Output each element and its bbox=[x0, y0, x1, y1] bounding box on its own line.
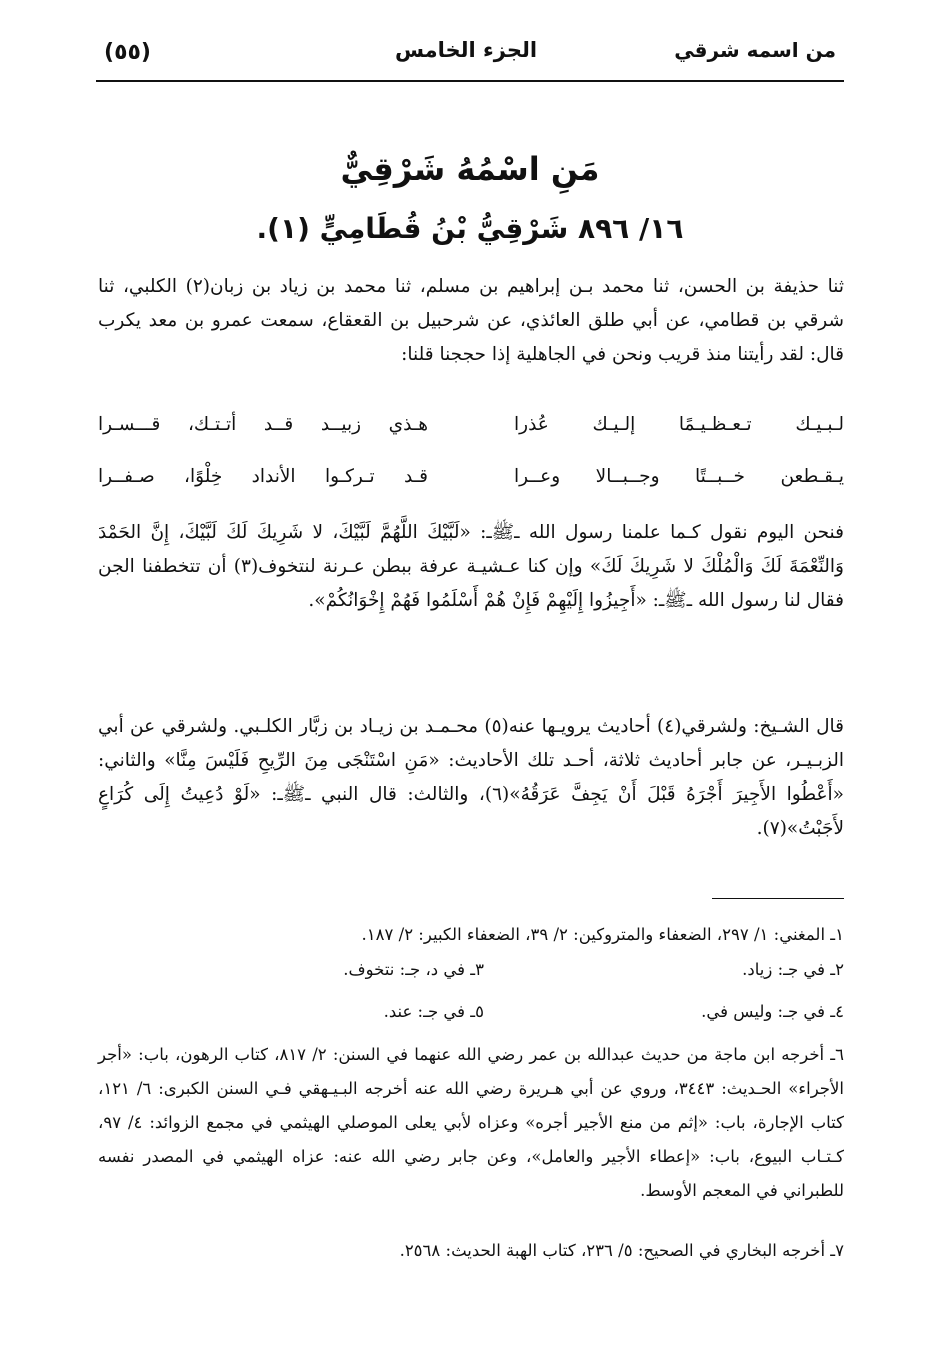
volume-title: الجزء الخامس bbox=[394, 38, 538, 62]
footnote-row bbox=[98, 1002, 844, 1036]
section-title: من اسمه شرقي bbox=[674, 38, 836, 62]
footnote: ١ـ المغني: ١/ ٢٩٧، الضعفاء والمتروكين: ٢/ ٣٩، الضعفاء الكبير: ٢/ ١٨٧. bbox=[361, 925, 844, 944]
chapter-title: مَنِ اسْمُهُ شَرْقِيٌّ bbox=[340, 150, 600, 188]
footnote: ٧ـ أخرجه البخاري في الصحيح: ٥/ ٢٣٦، كتاب الهبة الحديث: ٢٥٦٨. bbox=[399, 1241, 844, 1260]
footnote: ٢ـ في جـ: زياد. bbox=[742, 960, 844, 979]
page-number: (٥٥) bbox=[104, 40, 151, 65]
footnote: ٥ـ في جـ: عند. bbox=[383, 1002, 484, 1021]
verse-hemistich: لـبـيـك تـعـظـيـمًا إلـيـك عُذرا bbox=[514, 414, 844, 435]
verse-line-2 bbox=[98, 466, 844, 500]
verse-hemistich: قـد تـركـوا الأنداد خِلْوًا، صـفــرا bbox=[98, 466, 428, 487]
footnote: ٦ـ أخرجه ابن ماجة من حديث عبدالله بن عمر رضي الله عنهما في السنن: ٢/ ٨١٧، كتاب الرهون، باب: «أجر الأجراء» الحـديث: ٣٤٤٣، وروي عن أبي هـريرة رضي الله عنه أخرجه البـيـهقي فـي السنن الكبرى: ٦/ ١٢١، كتاب الإجارة، باب: «إثم من منع الأجير أجره» وعزاه لأبي يعلى الموصلي الهيثمي في مجمع الزوائد: ٤/ ٩٧، كـتـاب البيوع، باب: «إعطاء الأجير والعامل»، وعن جابر رضي الله عنه: عزاه الهيثمي في المصدر نفسه للطبراني في المعجم الأوسط. bbox=[98, 1045, 845, 1200]
header-rule bbox=[96, 80, 844, 82]
verse-hemistich: هـذي زبيــد قــد أتـتـك، قـــسـرا bbox=[98, 414, 428, 435]
paragraph-shaykh: قال الشـيخ: ولشرقي(٤) أحاديث يرويـها عنه(٥) محـمـد بن زيـاد بن زبَّار الكلـبي. ولشرقي عن أبي الزبـيـر، عن جابر أحاديث ثلاثة، أحـد تلك الأحاديث: «مَنِ اسْتَنْجَى مِنَ الرِّيحِ فَلَيْسَ مِنَّا» والثاني: «أَعْطُوا الأَجِيرَ أَجْرَهُ قَبْلَ أَنْ يَجِفَّ عَرَقُهُ»(٦)، والثالث: قال النبي ـﷺـ: «لَوْ دُعِيتُ إِلَى كُرَاعٍ لأَجَبْتُ»(٧). bbox=[98, 716, 845, 839]
footnote-row bbox=[98, 960, 844, 994]
footnote: ٤ـ في جـ: وليس في. bbox=[701, 1002, 844, 1021]
paragraph-isnad: ثنا حذيفة بن الحسن، ثنا محمد بـن إبراهيم بن مسلم، ثنا محمد بن زياد بن زبان(٢) الكلبي، ثنا شرقي بن قطامي، عن أبي طلق العائذي، عن شرحبيل بن القعقاع، سمعت عمرو بن معد يكرب قال: لقد رأيتنا منذ قريب ونحن في الجاهلية إذا حججنا قلنا: bbox=[98, 276, 844, 365]
footnote: ٣ـ في د، جـ: نتخوف. bbox=[343, 960, 484, 979]
running-header bbox=[96, 36, 836, 76]
entry-heading: ١٦/ ٨٩٦ شَرْقِيُّ بْنُ قُطَامِيٍّ (١). bbox=[256, 212, 684, 245]
footnote-rule bbox=[712, 898, 844, 899]
verse-hemistich: يـقـطعن خــبــتًا وجــبــالا وعــرا bbox=[514, 466, 844, 487]
paragraph-talbiya: فنحن اليوم نقول كـما علمنا رسول الله ـﷺـ: «لَبَّيْكَ اللَّهُمَّ لَبَّيْكَ، لا شَرِيكَ لَكَ لَبَّيْكَ، إِنَّ الحَمْدَ وَالنِّعْمَةَ لَكَ وَالْمُلْكَ لا شَرِيكَ لَكَ» وإن كنا عـشيـة عرفة ببطن عـرنة لنتخوف(٣) أن تتخطفنا الجن فقال لنا رسول الله ـﷺـ: «أَجِيزُوا إِلَيْهِمْ فَإِنْ هُمْ أَسْلَمُوا فَهُمْ إِخْوَانُكُمْ». bbox=[98, 522, 844, 611]
verse-line-1 bbox=[98, 414, 844, 448]
